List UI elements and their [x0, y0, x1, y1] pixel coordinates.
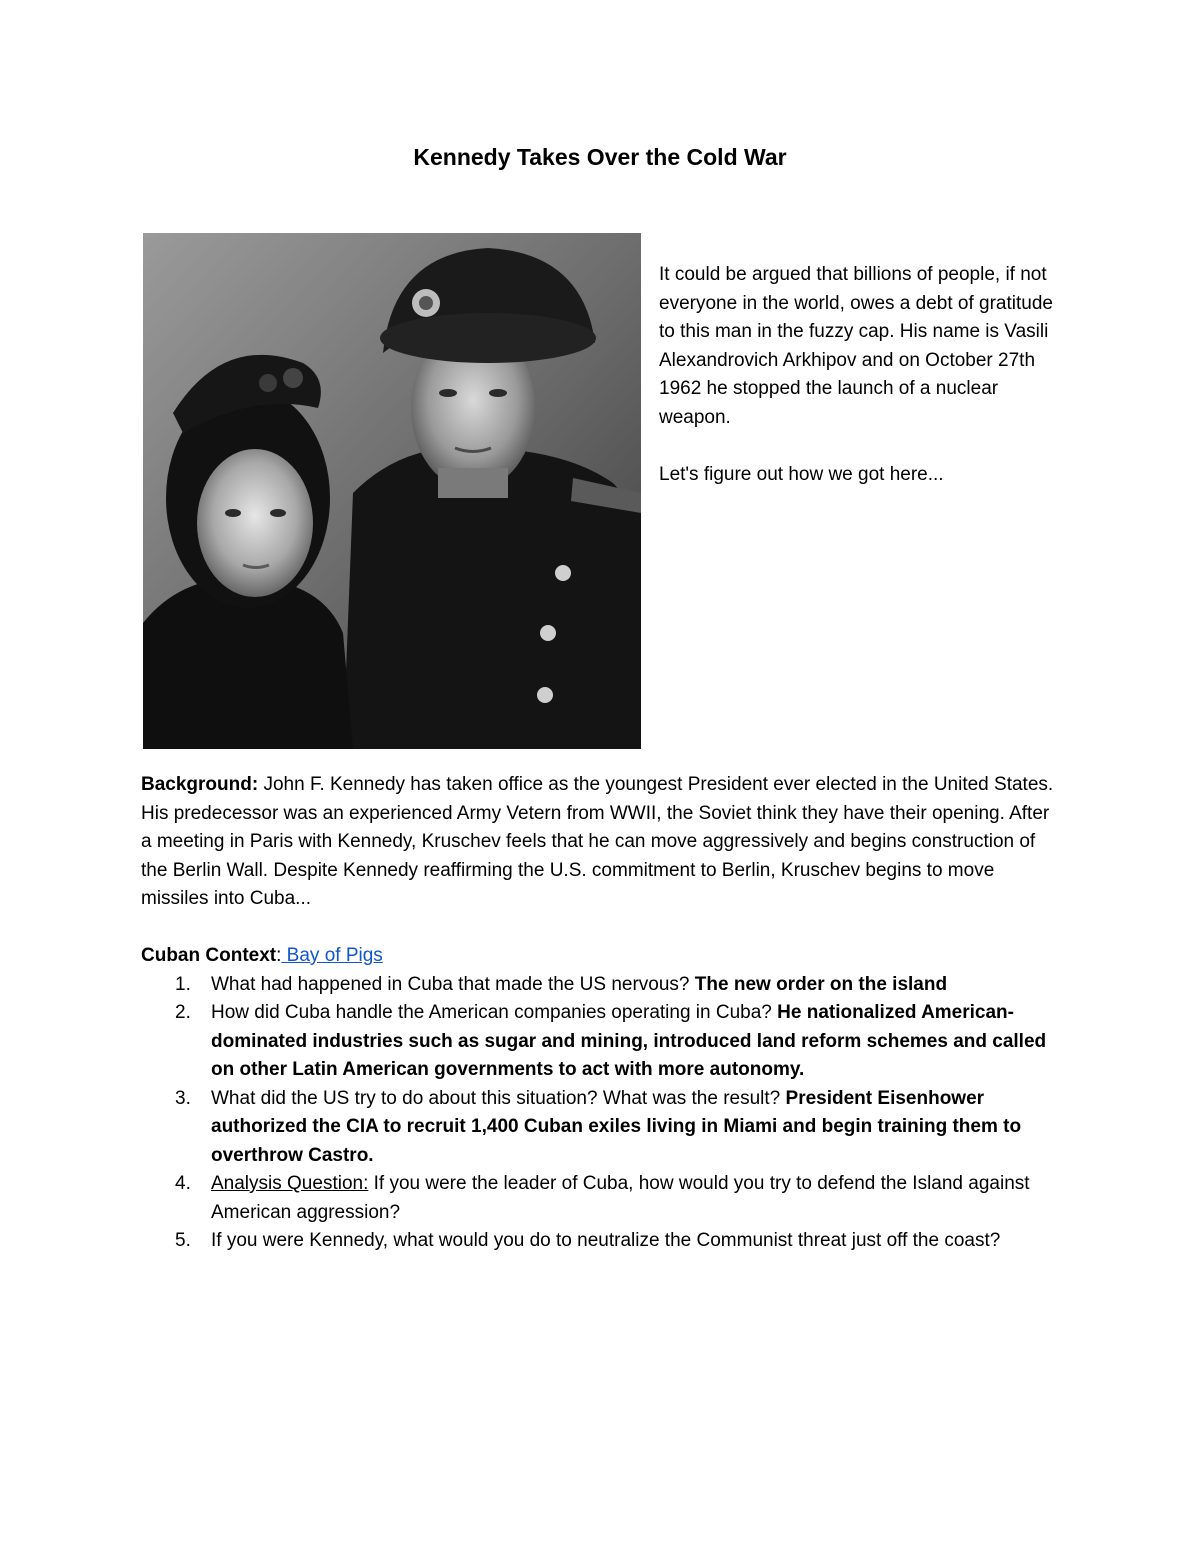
list-item	[141, 999, 1071, 1085]
cuban-context-heading	[141, 942, 1071, 971]
bay-of-pigs-link[interactable]: Bay of Pigs	[281, 945, 383, 966]
cuban-context-label: Cuban Context	[141, 945, 277, 966]
cuban-context-section	[141, 942, 1071, 1256]
intro-teaser: Let's figure out how we got here...	[659, 463, 944, 485]
arkhipov-photo	[143, 233, 641, 749]
question-number: 4.	[175, 1173, 191, 1194]
page-title: Kennedy Takes Over the Cold War	[413, 144, 787, 170]
answer-text: President Eisenhower authorized the CIA to recruit 1,400 Cuban exiles living in Miami and begin training them to overthrow Castro.	[211, 1087, 1022, 1166]
question-text: What did the US try to do about this situation? What was the result?	[211, 1087, 786, 1109]
intro-paragraph: It could be argued that billions of people, if not everyone in the world, owes a debt of gratitude to this man in the fuzzy cap. His name is Vasili Alexandrovich Arkhipov and on October 27th 1962 he stopped the launch of a nuclear weapon.	[659, 264, 1053, 428]
analysis-question-label: Analysis Question:	[211, 1173, 369, 1194]
question-text: If you were the leader of Cuba, how would you try to defend the Island against American aggression?	[211, 1173, 1030, 1223]
background-label: Background:	[141, 774, 259, 795]
background-text: John F. Kennedy has taken office as the youngest President ever elected in the United States. His predecessor was an experienced Army Vetern from WWII, the Soviet think they have their opening. After a meeting in Paris with Kennedy, Kruschev feels that he can move aggressively and begins construction of the Berlin Wall. Despite Kennedy reaffirming the U.S. commitment to Berlin, Kruschev begins to move missiles into Cuba...	[141, 774, 1054, 909]
question-text: If you were Kennedy, what would you do to neutralize the Communist threat just off the coast?	[211, 1230, 1001, 1251]
question-number: 3.	[175, 1087, 191, 1109]
list-item	[141, 1170, 1071, 1227]
question-text: How did Cuba handle the American companies operating in Cuba?	[211, 1002, 778, 1023]
list-item	[141, 1085, 1071, 1171]
answer-text: He nationalized American-dominated industries such as sugar and mining, introduced land reform schemes and called on other Latin American governments to act with more autonomy.	[211, 1002, 1047, 1080]
list-item	[141, 971, 1071, 1000]
background-paragraph	[141, 771, 1061, 914]
intro-text	[659, 261, 1069, 489]
question-text: What had happened in Cuba that made the US nervous?	[211, 973, 695, 995]
list-item	[141, 1227, 1071, 1256]
cuban-context-colon: :	[276, 945, 282, 966]
question-number: 2.	[175, 1002, 191, 1023]
answer-text: The new order on the island	[694, 973, 948, 995]
question-list	[141, 971, 1071, 1256]
question-number: 1.	[175, 973, 191, 995]
question-number: 5.	[175, 1230, 191, 1251]
